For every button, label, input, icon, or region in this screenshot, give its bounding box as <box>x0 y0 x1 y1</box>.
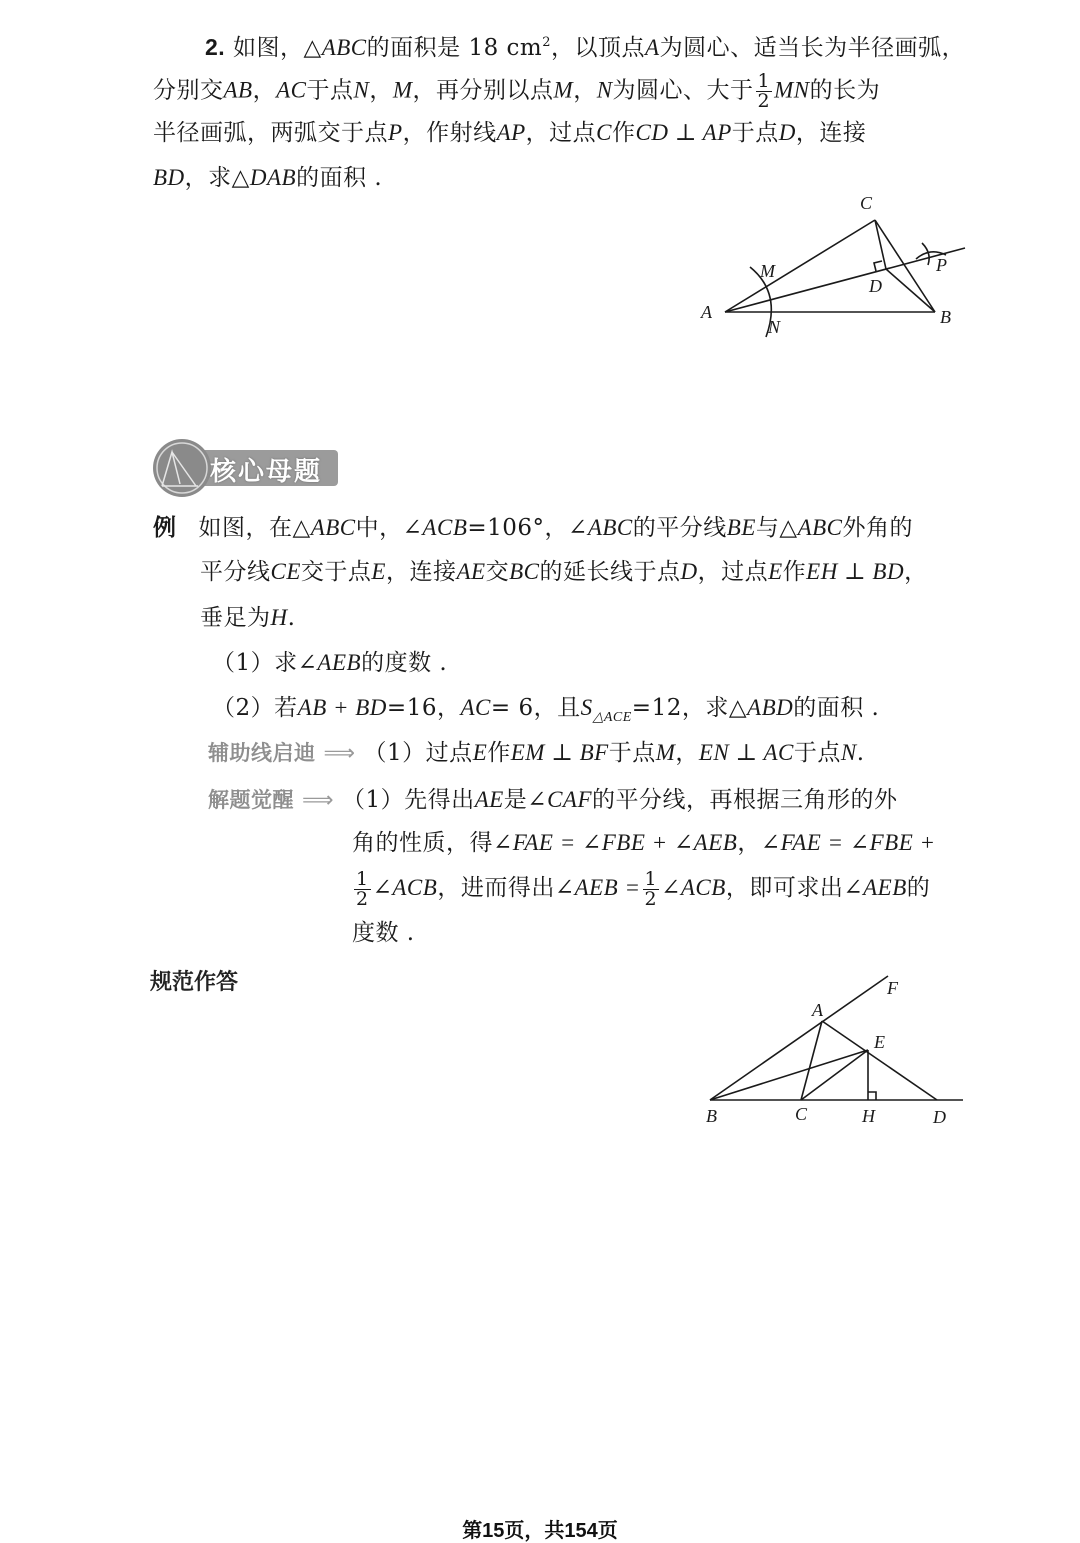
fig1-label-b: B <box>940 307 951 327</box>
problem2-line4: BD，求△DAB的面积 . <box>153 165 383 191</box>
fig2-label-c: C <box>795 1104 808 1124</box>
fig1-label-a: A <box>701 302 712 322</box>
hint-label: 辅助线启迪 <box>208 742 316 765</box>
ray-bf <box>710 976 888 1100</box>
solve-line4: 度数 . <box>352 920 415 946</box>
double-arrow-icon: ⟹ <box>323 741 356 766</box>
fig1-label-m: M <box>760 261 775 281</box>
example-question-1: （1）求∠AEB的度数 . <box>212 650 448 676</box>
segment-ac <box>725 220 875 312</box>
fig1-label-c: C <box>860 193 873 213</box>
figure-triangle-abc <box>690 185 980 345</box>
example-question-2: （2）若AB + BD=16，AC= 6，且$S_{\triangle ACE}=12$，求△ABD的面积 . <box>212 695 880 725</box>
right-angle-mark <box>874 261 882 271</box>
fig2-label-d: D <box>933 1107 946 1127</box>
fig2-label-e: E <box>874 1032 885 1052</box>
fig2-label-a: A <box>812 1000 823 1020</box>
page-footer: 第15页，共154页 <box>462 1520 618 1542</box>
problem2-line1: 2. 如图，△ABC的面积是 18 $cm^2$，以顶点A为圆心、适当长为半径画弧， <box>205 34 966 61</box>
hint-line: 辅助线启迪 ⟹ （1）过点E作EM ⊥ BF于点M，EN ⊥ AC于点N. <box>208 740 865 766</box>
figure-triangle-bed <box>700 968 970 1133</box>
answer-heading: 规范作答 <box>150 969 239 994</box>
segment-cb <box>875 220 935 312</box>
solve-line2: 角的性质，得∠FAE = ∠FBE + ∠AEB，∠FAE = ∠FBE + <box>352 830 936 856</box>
problem2-line3: 半径画弧，两弧交于点P，作射线AP，过点C作CD ⊥ AP于点D，连接 <box>153 120 867 146</box>
segment-be <box>710 1050 868 1100</box>
example-line3: 垂足为H. <box>200 605 296 631</box>
problem-number: 2. <box>205 34 226 60</box>
example-line2: 平分线CE交于点E，连接AE交BC的延长线于点D，过点E作EH ⊥ BD， <box>200 559 928 585</box>
fig1-label-n: N <box>768 317 781 337</box>
double-arrow-icon: ⟹ <box>302 788 335 813</box>
segment-ac <box>801 1021 822 1100</box>
fig1-label-d: D <box>869 276 882 296</box>
fig1-label-p: P <box>936 255 947 275</box>
solve-line3: $\frac{1}{2}$ ∠ACB，进而得出∠AEB = $\frac{1}{2}$ ∠ACB，即可求出∠AEB的 <box>356 867 931 910</box>
fig2-label-h: H <box>862 1106 875 1126</box>
segment-ce <box>801 1050 868 1100</box>
badge-emblem-icon <box>153 439 211 497</box>
problem2-line2: 分别交AB，AC于点N，M，再分别以点M，N为圆心、大于 $\frac{1}{2}$ MN的长为 <box>153 70 881 112</box>
section-badge-title: 核心母题 <box>210 456 323 486</box>
solve-line1: 解题觉醒 ⟹ （1）先得出AE是∠CAF的平分线，再根据三角形的外 <box>208 787 898 813</box>
solve-label: 解题觉醒 <box>208 789 294 812</box>
fraction-half: $\frac{1}{2}$ <box>757 70 771 112</box>
right-angle-mark <box>868 1092 876 1100</box>
example-tag: 例 <box>153 514 177 540</box>
fig2-label-f: F <box>887 978 898 998</box>
example-line1: 例 如图，在△ABC中，∠ACB=106°，∠ABC的平分线BE与△ABC外角的 <box>153 514 914 541</box>
fig2-label-b: B <box>706 1106 717 1126</box>
